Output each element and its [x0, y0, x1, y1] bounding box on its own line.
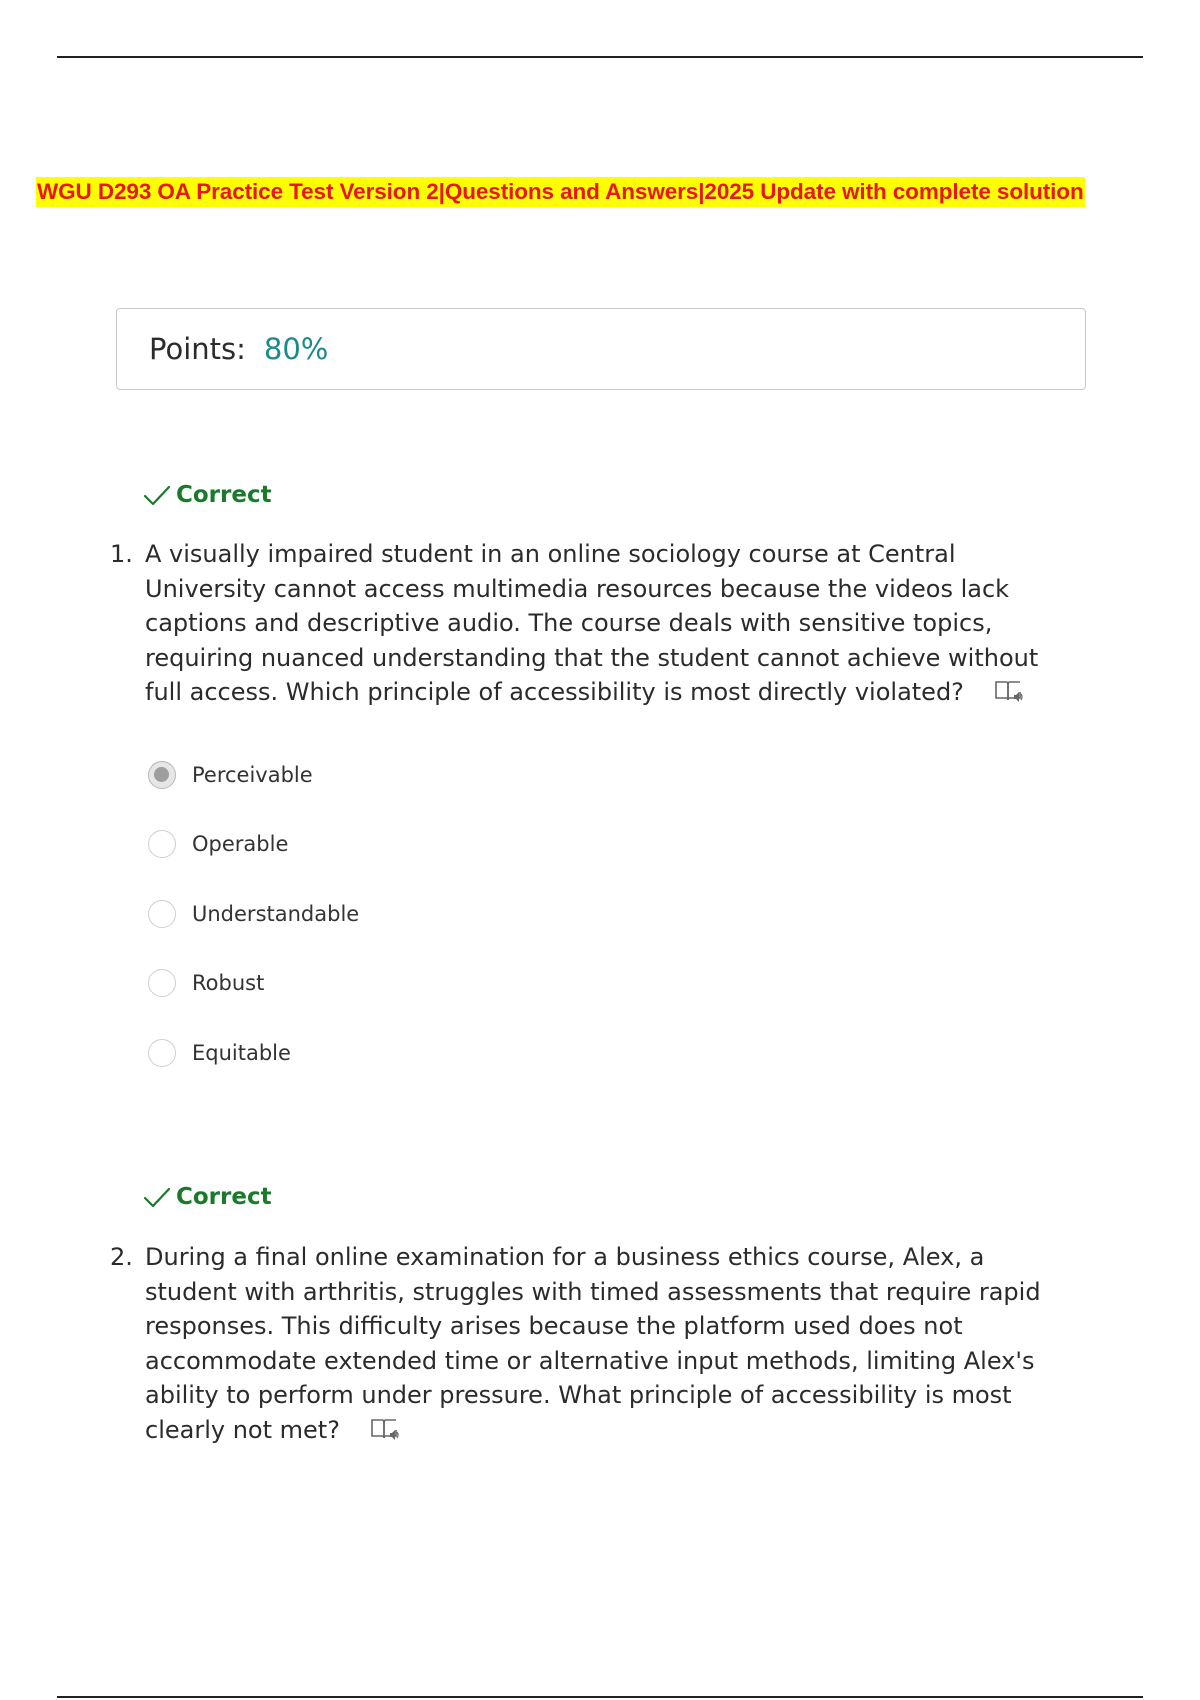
radio-button-selected[interactable]	[148, 761, 176, 789]
answer-option-label: Perceivable	[192, 762, 313, 787]
question-2-status	[142, 1184, 272, 1210]
bottom-rule	[57, 1696, 1143, 1698]
answer-option[interactable]	[148, 879, 359, 949]
question-2-number: 2.	[110, 1243, 133, 1271]
answer-option[interactable]	[148, 949, 359, 1019]
answer-option-label: Equitable	[192, 1040, 291, 1065]
answer-option[interactable]	[148, 740, 359, 810]
question-2-status-label: Correct	[176, 1184, 272, 1210]
checkmark-icon	[142, 1185, 172, 1209]
answer-option[interactable]	[148, 1018, 359, 1088]
question-2-text-wrap	[145, 1240, 1070, 1447]
question-1-text: A visually impaired student in an online sociology course at Central University cannot access multimedia resources because the videos lack captions and descriptive audio. The course deals with sensitive topics, requiring nuanced understanding that the student cannot achieve without full access. Which principle of accessibility is most directly violated?	[145, 540, 1039, 706]
question-2	[110, 1240, 1070, 1447]
answer-option-label: Understandable	[192, 901, 360, 926]
radio-button[interactable]	[148, 900, 176, 928]
book-audio-icon[interactable]	[994, 678, 1024, 704]
answer-option-label: Operable	[192, 832, 289, 857]
question-1-number: 1.	[110, 540, 133, 568]
radio-button[interactable]	[148, 969, 176, 997]
answer-option[interactable]	[148, 810, 359, 880]
radio-button[interactable]	[148, 1039, 176, 1067]
points-label: Points:	[149, 332, 246, 366]
question-2-text: During a final online examination for a business ethics course, Alex, a student with arthritis, struggles with timed assessments that require rapid responses. This difficulty arises because the platform used does not accommodate extended time or alternative input methods, limiting Alex's ability to perform under pressure. What principle of accessibility is most clearly not met?	[145, 1243, 1041, 1444]
radio-button[interactable]	[148, 830, 176, 858]
question-1-status	[142, 482, 272, 508]
points-box	[116, 308, 1086, 390]
checkmark-icon	[142, 483, 172, 507]
question-1	[110, 537, 1070, 710]
book-audio-icon[interactable]	[370, 1416, 400, 1442]
question-1-options	[148, 740, 359, 1088]
question-1-status-label: Correct	[176, 482, 272, 508]
points-value: 80%	[263, 332, 329, 366]
top-rule	[57, 56, 1143, 58]
question-1-text-wrap	[145, 537, 1070, 710]
document-title: WGU D293 OA Practice Test Version 2|Questions and Answers|2025 Update with complete solution	[36, 177, 1085, 207]
answer-option-label: Robust	[192, 971, 265, 996]
